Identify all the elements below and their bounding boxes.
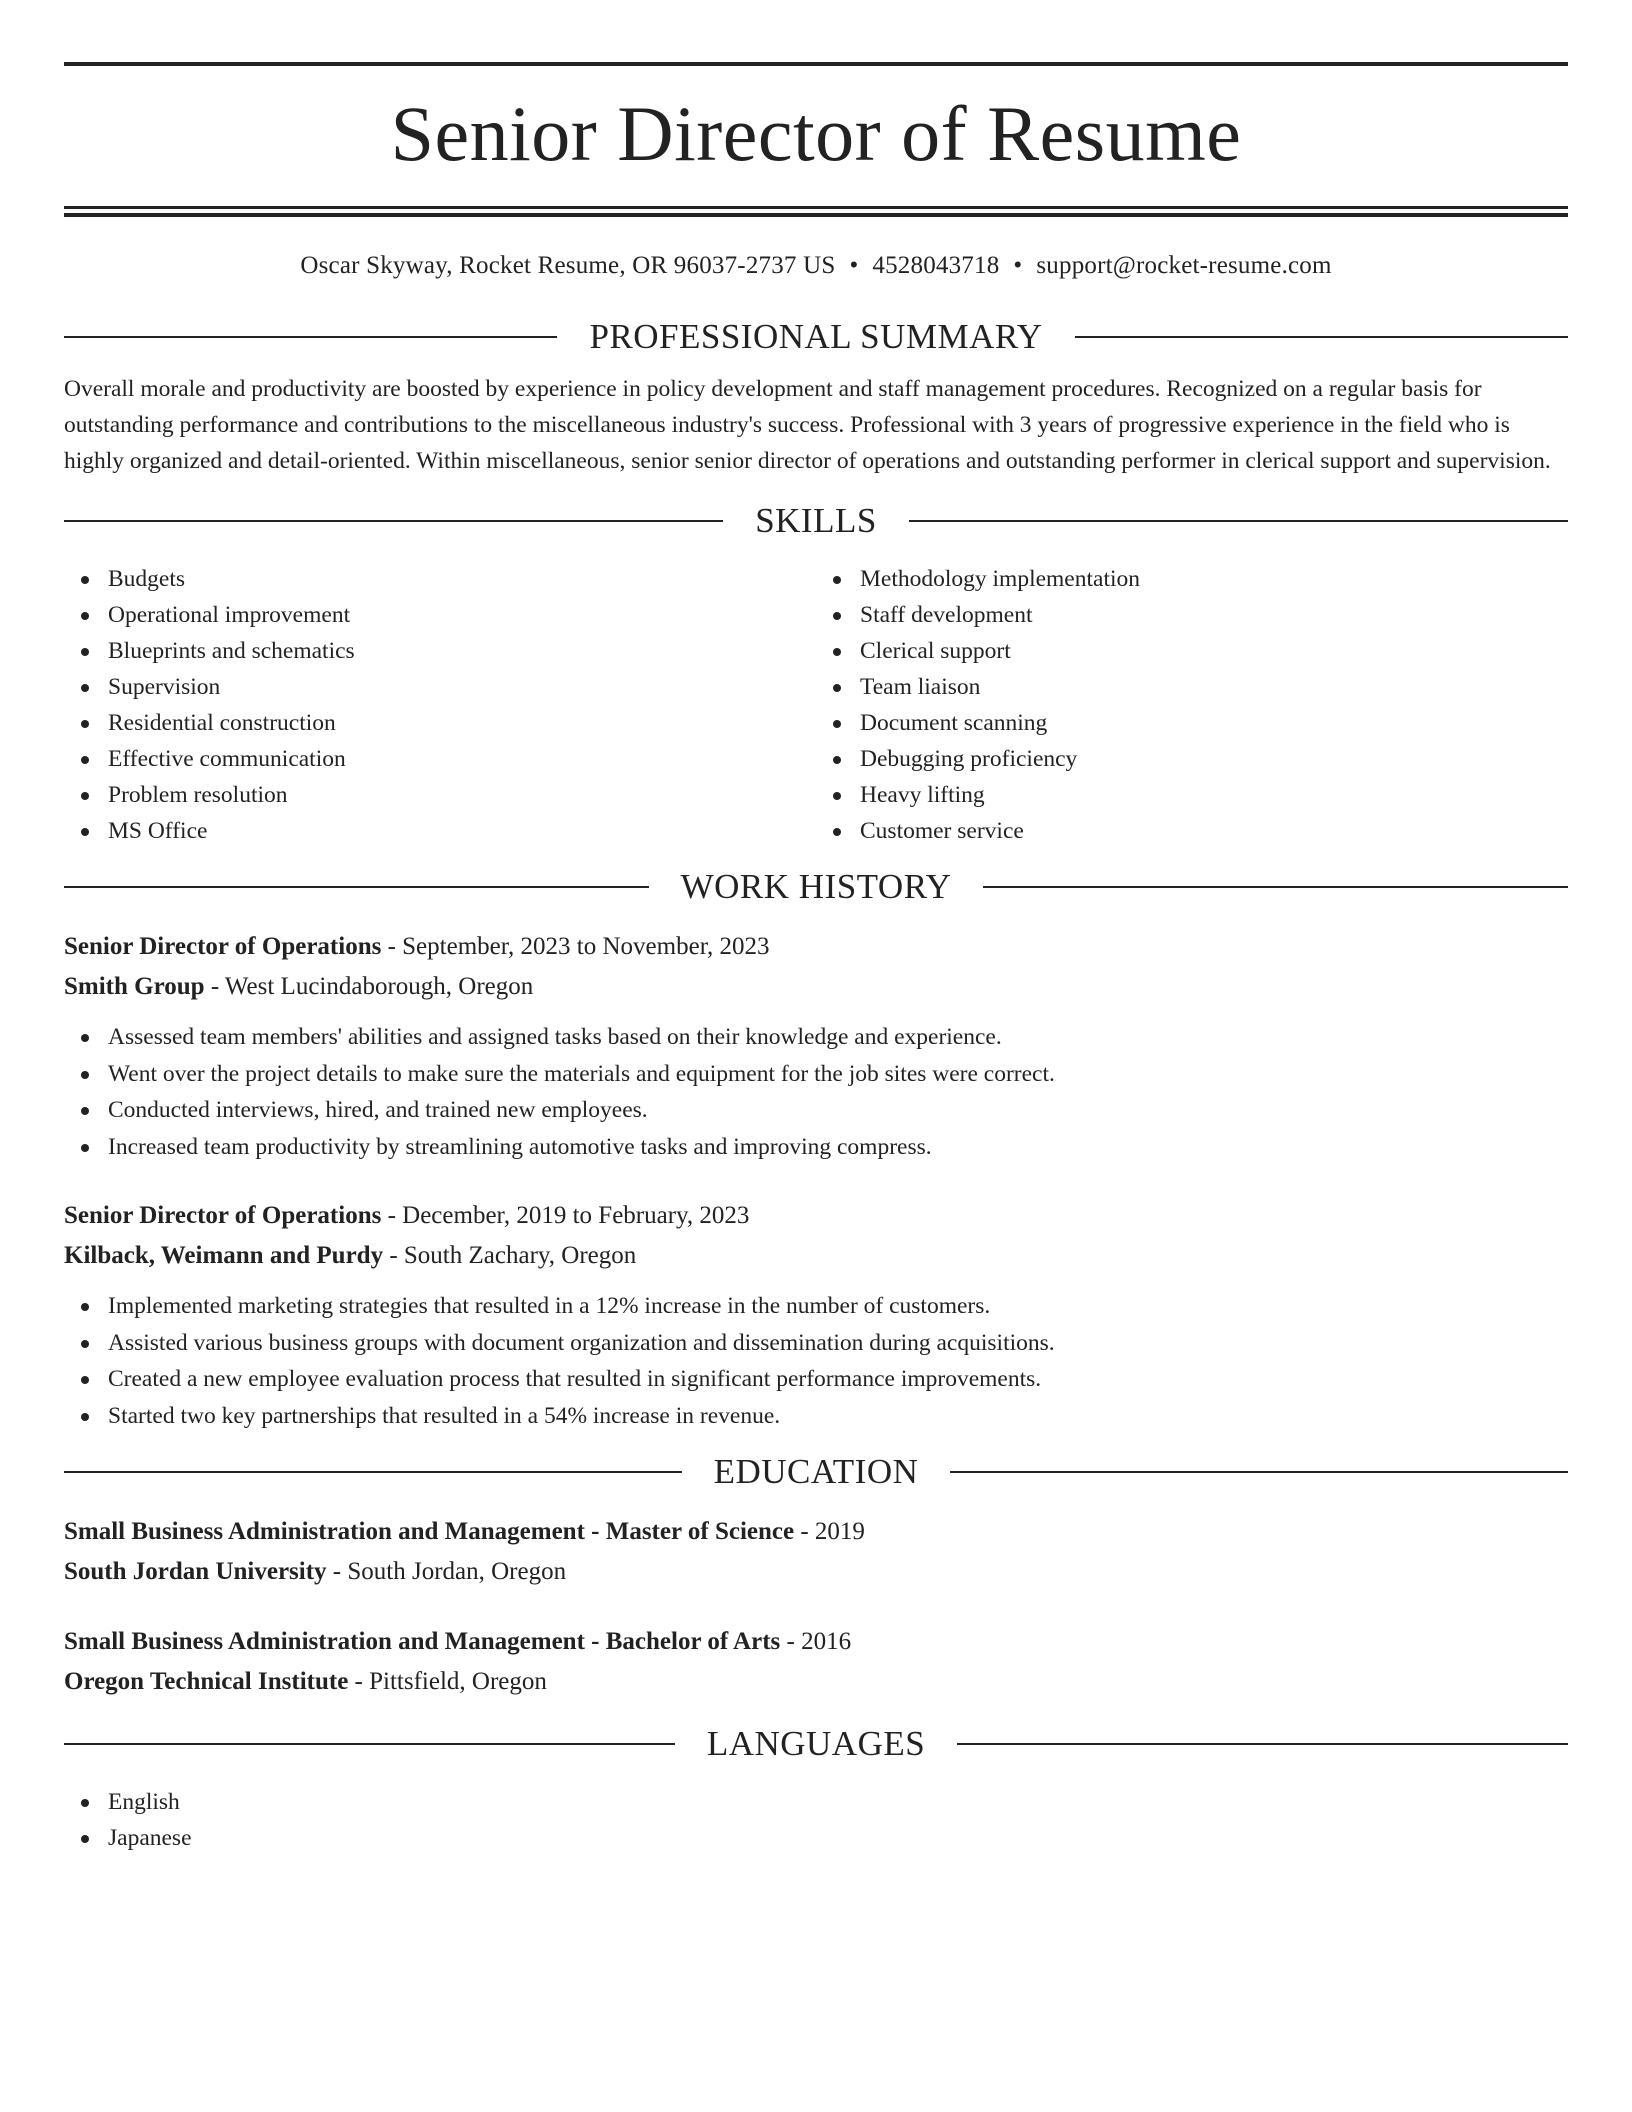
education-year: - 2016 <box>780 1628 852 1655</box>
education-title: EDUCATION <box>713 1452 919 1491</box>
job-bullet: Started two key partnerships that resulted in a 54% increase in revenue. <box>108 1398 1568 1435</box>
language-item: Japanese <box>108 1820 1568 1856</box>
job-company: Kilback, Weimann and Purdy <box>64 1242 384 1269</box>
contact-separator: • <box>849 252 859 279</box>
skills-list-left <box>64 561 816 849</box>
contact-email: support@rocket-resume.com <box>1036 252 1332 279</box>
contact-line <box>64 251 1568 281</box>
contact-separator: • <box>1013 252 1023 279</box>
skill-item: Staff development <box>860 597 1568 633</box>
education-degree: Small Business Administration and Management - Bachelor of Arts <box>64 1628 781 1655</box>
languages-title: LANGUAGES <box>706 1724 926 1763</box>
job-bullet: Assessed team members' abilities and assigned tasks based on their knowledge and experience. <box>108 1019 1568 1056</box>
job-bullet: Assisted various business groups with document organization and dissemination during acquisitions. <box>108 1325 1568 1362</box>
skills-list-right <box>816 561 1568 849</box>
summary-heading <box>64 317 1568 357</box>
work-heading <box>64 867 1568 907</box>
skills-title: SKILLS <box>755 501 877 540</box>
education-degree-line <box>64 1512 1568 1552</box>
heading-rule <box>64 1743 675 1745</box>
top-rule <box>64 62 1568 66</box>
title-double-rule <box>64 206 1568 217</box>
education-entry <box>64 1512 1568 1592</box>
education-entry <box>64 1622 1568 1702</box>
skills-heading <box>64 501 1568 541</box>
language-item: English <box>108 1784 1568 1820</box>
job-company-line <box>64 1236 1568 1276</box>
education-location: - South Jordan, Oregon <box>326 1558 567 1585</box>
skill-item: Heavy lifting <box>860 777 1568 813</box>
job-company: Smith Group <box>64 973 205 1000</box>
job-bullets <box>64 1019 1568 1165</box>
heading-rule <box>909 520 1568 522</box>
heading-rule <box>64 336 557 338</box>
heading-rule <box>64 520 723 522</box>
education-year: - 2019 <box>794 1518 865 1545</box>
job-location: - West Lucindaborough, Oregon <box>204 973 534 1000</box>
job-bullets <box>64 1288 1568 1434</box>
skill-item: Effective communication <box>108 741 816 777</box>
skill-item: Team liaison <box>860 669 1568 705</box>
job-role-line <box>64 927 1568 967</box>
skill-item: MS Office <box>108 813 816 849</box>
education-school-line <box>64 1662 1568 1702</box>
skill-item: Residential construction <box>108 705 816 741</box>
skill-item: Debugging proficiency <box>860 741 1568 777</box>
skill-item: Document scanning <box>860 705 1568 741</box>
skills-columns <box>64 561 1568 849</box>
skill-item: Clerical support <box>860 633 1568 669</box>
heading-rule <box>64 1471 682 1473</box>
job-bullet: Went over the project details to make sure the materials and equipment for the job sites were correct. <box>108 1056 1568 1093</box>
job-bullet: Conducted interviews, hired, and trained new employees. <box>108 1092 1568 1129</box>
skill-item: Budgets <box>108 561 816 597</box>
education-degree: Small Business Administration and Management - Master of Science <box>64 1518 795 1545</box>
job-role: Senior Director of Operations <box>64 1202 382 1229</box>
heading-rule <box>957 1743 1568 1745</box>
job-bullet: Implemented marketing strategies that resulted in a 12% increase in the number of customers. <box>108 1288 1568 1325</box>
skill-item: Problem resolution <box>108 777 816 813</box>
skill-item: Supervision <box>108 669 816 705</box>
skill-item: Operational improvement <box>108 597 816 633</box>
heading-rule <box>1075 336 1568 338</box>
education-location: - Pittsfield, Oregon <box>348 1668 547 1695</box>
education-school: Oregon Technical Institute <box>64 1668 349 1695</box>
education-heading <box>64 1452 1568 1492</box>
job-bullet: Increased team productivity by streamlining automotive tasks and improving compress. <box>108 1129 1568 1166</box>
job-location: - South Zachary, Oregon <box>383 1242 637 1269</box>
skill-item: Customer service <box>860 813 1568 849</box>
languages-heading <box>64 1724 1568 1764</box>
resume-title: Senior Director of Resume <box>390 90 1242 177</box>
heading-rule <box>950 1471 1568 1473</box>
job-role-line <box>64 1196 1568 1236</box>
heading-rule <box>64 886 649 888</box>
job-entry <box>64 927 1568 1165</box>
education-degree-line <box>64 1622 1568 1662</box>
job-dates: - September, 2023 to November, 2023 <box>381 933 770 960</box>
job-bullet: Created a new employee evaluation process that resulted in significant performance improvements. <box>108 1361 1568 1398</box>
education-school-line <box>64 1552 1568 1592</box>
contact-phone: 4528043718 <box>872 252 1000 279</box>
languages-list <box>64 1784 1568 1856</box>
heading-rule <box>983 886 1568 888</box>
job-dates: - December, 2019 to February, 2023 <box>381 1202 750 1229</box>
skill-item: Blueprints and schematics <box>108 633 816 669</box>
summary-title: PROFESSIONAL SUMMARY <box>589 317 1043 356</box>
skill-item: Methodology implementation <box>860 561 1568 597</box>
contact-address: Oscar Skyway, Rocket Resume, OR 96037-2737 US <box>300 252 836 279</box>
job-company-line <box>64 967 1568 1007</box>
summary-text: Overall morale and productivity are boosted by experience in policy development and staff management procedures. Recognized on a regular basis for outstanding performance and contributions to the miscellaneous industry's success. Professional with 3 years of progressive experience in the field who is highly organized and detail-oriented. Within miscellaneous, senior senior director of operations and outstanding performer in clerical support and supervision. <box>64 376 1551 474</box>
job-role: Senior Director of Operations <box>64 933 382 960</box>
education-school: South Jordan University <box>64 1558 327 1585</box>
job-entry <box>64 1196 1568 1434</box>
work-title: WORK HISTORY <box>680 867 952 906</box>
